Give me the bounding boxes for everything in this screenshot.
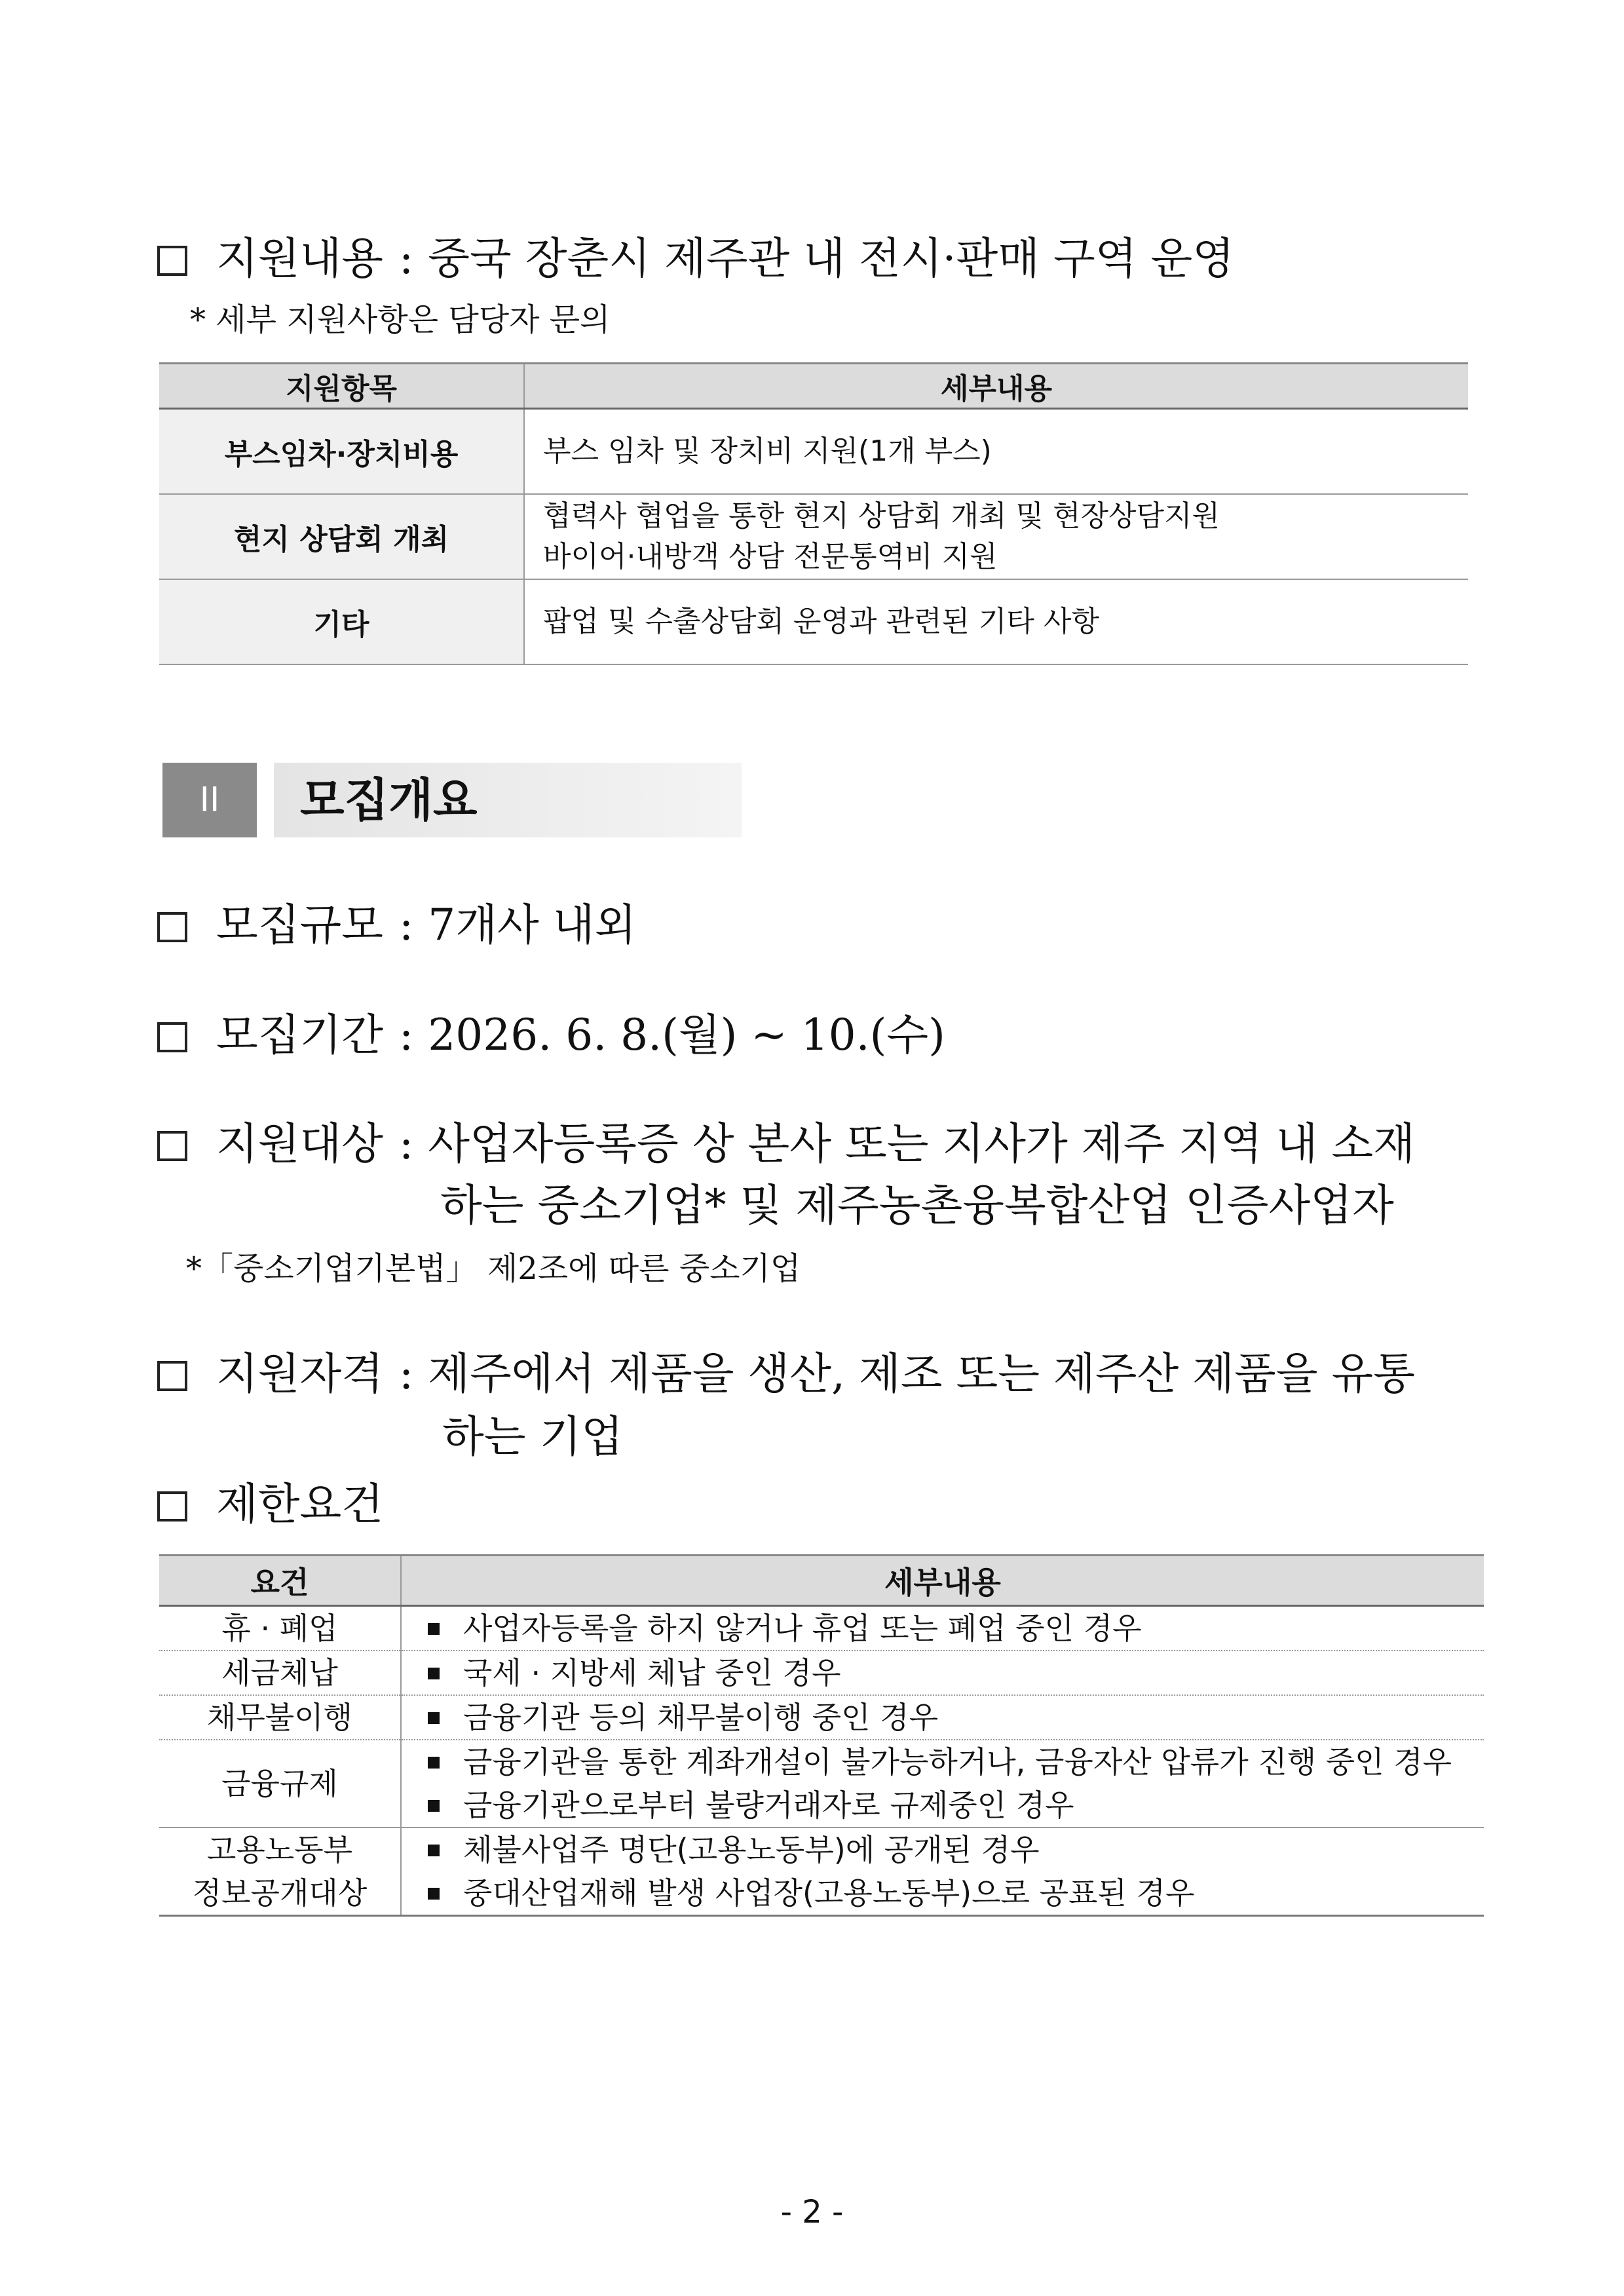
table-row [159, 1695, 1484, 1740]
list-item [428, 1871, 1484, 1915]
colon: : [399, 233, 414, 284]
checkbox-square-icon [157, 1022, 187, 1052]
table-row [159, 494, 1468, 579]
restriction-detail [401, 1695, 1484, 1740]
restriction-item-text: 체불사업주 명단(고용노동부)에 공개된 경우 [463, 1832, 1040, 1867]
eligibility-label: 지원대상 [216, 1119, 384, 1169]
list-item [428, 1828, 1484, 1871]
restriction-key [159, 1827, 401, 1916]
restriction-item-text: 금융기관으로부터 불량거래자로 규제중인 경우 [463, 1788, 1074, 1823]
recruit-scale-heading [157, 899, 636, 951]
restriction-key: 채무불이행 [159, 1695, 401, 1740]
restriction-detail [401, 1740, 1484, 1827]
eligibility-note: *「중소기업기본법」 제2조에 따른 중소기업 [186, 1250, 801, 1287]
qualification-label: 지원자격 [216, 1349, 384, 1399]
restriction-key-line: 고용노동부 [206, 1832, 353, 1867]
support-content-heading [157, 233, 1234, 285]
colon: : [399, 1349, 414, 1399]
restriction-key: 금융규제 [159, 1740, 401, 1827]
support-item-detail [524, 494, 1468, 579]
restriction-detail [401, 1827, 1484, 1916]
checkbox-square-icon [157, 1361, 187, 1391]
restriction-key: 세금체납 [159, 1651, 401, 1695]
checkbox-square-icon [157, 246, 187, 276]
restriction-item-text: 사업자등록을 하지 않거나 휴업 또는 폐업 중인 경우 [463, 1611, 1142, 1646]
restriction-item-text: 중대산업재해 발생 사업장(고용노동부)으로 공표된 경우 [463, 1875, 1195, 1911]
square-bullet-icon [428, 1757, 440, 1769]
qualification-heading [157, 1348, 1415, 1400]
restriction-key: 휴 · 폐업 [159, 1606, 401, 1651]
support-content-label: 지원내용 [216, 233, 384, 284]
support-content-note: * 세부 지원사항은 담당자 문의 [190, 301, 611, 338]
support-item-detail [524, 409, 1468, 494]
detail-line: 바이어·내방객 상담 전문통역비 지원 [543, 539, 998, 573]
support-table [159, 362, 1468, 665]
support-table-header-detail: 세부내용 [524, 364, 1468, 409]
detail-line: 협력사 협업을 통한 현지 상담회 개최 및 현장상담지원 [543, 499, 1220, 533]
qualification-line1: 제주에서 제품을 생산, 제조 또는 제주산 제품을 유통 [428, 1349, 1415, 1399]
recruit-period-heading [157, 1009, 945, 1062]
eligibility-line2: 하는 중소기업* 및 제주농촌융복합산업 인증사업자 [440, 1180, 1394, 1231]
eligibility-heading [157, 1118, 1415, 1170]
checkbox-square-icon [157, 1131, 187, 1161]
table-row [159, 409, 1468, 494]
page-number: - 2 - [780, 2194, 844, 2230]
support-table-header-item: 지원항목 [159, 364, 524, 409]
restriction-item-text: 국세 · 지방세 체납 중인 경우 [463, 1655, 841, 1691]
restriction-detail [401, 1606, 1484, 1651]
support-table-header [159, 364, 1468, 409]
restrictions-table [159, 1554, 1484, 1917]
restriction-detail [401, 1651, 1484, 1695]
restriction-item-text: 금융기관을 통한 계좌개설이 불가능하거나, 금융자산 압류가 진행 중인 경우 [463, 1744, 1452, 1780]
square-bullet-icon [428, 1668, 440, 1679]
list-item [428, 1696, 1484, 1739]
restrictions-heading [157, 1478, 383, 1531]
support-item-label: 부스임차·장치비용 [159, 409, 524, 494]
list-item [428, 1784, 1484, 1827]
list-item [428, 1651, 1484, 1694]
checkbox-square-icon [157, 1491, 187, 1521]
recruit-period-label: 모집기간 [216, 1010, 384, 1060]
detail-line: 팝업 및 수출상담회 운영과 관련된 기타 사항 [543, 604, 1099, 638]
recruit-period-text: 2026. 6. 8.(월) ~ 10.(수) [428, 1010, 945, 1060]
checkbox-square-icon [157, 912, 187, 942]
restriction-item-text: 금융기관 등의 채무불이행 중인 경우 [463, 1700, 939, 1735]
support-item-detail [524, 579, 1468, 664]
support-content-text: 중국 장춘시 제주관 내 전시·판매 구역 운영 [428, 233, 1234, 284]
section-number: II [162, 763, 257, 837]
recruit-scale-text: 7개사 내외 [428, 900, 637, 950]
square-bullet-icon [428, 1623, 440, 1635]
table-row [159, 1827, 1484, 1916]
square-bullet-icon [428, 1888, 440, 1900]
restriction-key-line: 정보공개대상 [192, 1875, 368, 1911]
table-row [159, 1651, 1484, 1695]
recruit-scale-label: 모집규모 [216, 900, 384, 950]
colon: : [399, 1119, 414, 1169]
list-item [428, 1740, 1484, 1784]
square-bullet-icon [428, 1845, 440, 1856]
list-item [428, 1607, 1484, 1650]
qualification-line2: 하는 기업 [442, 1411, 624, 1462]
eligibility-line1: 사업자등록증 상 본사 또는 지사가 제주 지역 내 소재 [428, 1119, 1415, 1169]
restrictions-label: 제한요건 [216, 1479, 384, 1529]
table-row [159, 579, 1468, 664]
table-row [159, 1606, 1484, 1651]
section-title: 모집개요 [274, 763, 742, 837]
support-item-label: 현지 상담회 개최 [159, 494, 524, 579]
restrictions-header-key: 요건 [159, 1556, 401, 1606]
colon: : [399, 900, 414, 950]
detail-line: 부스 임차 및 장치비 지원(1개 부스) [543, 434, 992, 468]
square-bullet-icon [428, 1800, 440, 1812]
table-row [159, 1740, 1484, 1827]
support-item-label: 기타 [159, 579, 524, 664]
restrictions-header-detail: 세부내용 [401, 1556, 1484, 1606]
restrictions-table-header [159, 1556, 1484, 1606]
square-bullet-icon [428, 1712, 440, 1724]
colon: : [399, 1010, 414, 1060]
